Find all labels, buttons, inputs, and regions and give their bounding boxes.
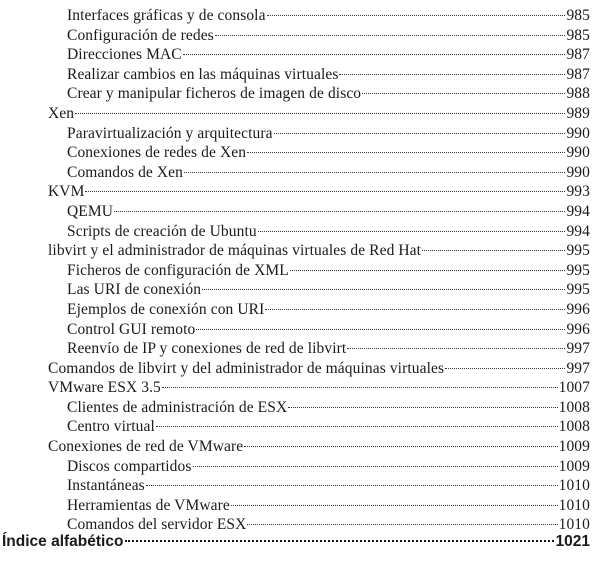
toc-entry-title: QEMU xyxy=(67,202,114,220)
dot-leader xyxy=(347,348,565,349)
toc-entry-page: 988 xyxy=(566,85,590,103)
dot-leader xyxy=(75,113,565,114)
toc-entry-title: Configuración de redes xyxy=(67,26,214,44)
toc-entry-page: 1021 xyxy=(555,533,590,550)
toc-entry-index[interactable] xyxy=(0,531,590,553)
toc-entry[interactable] xyxy=(0,496,590,516)
toc-entry[interactable] xyxy=(0,202,590,222)
toc-entry[interactable] xyxy=(0,320,590,340)
toc-entry-title: KVM xyxy=(48,183,85,201)
toc-entry[interactable] xyxy=(0,261,590,281)
toc-entry-page: 995 xyxy=(566,242,590,260)
toc-entry-title: Direcciones MAC xyxy=(67,46,182,64)
toc-entry-page: 985 xyxy=(566,26,590,44)
toc-entry-title: Clientes de administración de ESX xyxy=(67,398,288,416)
dot-leader xyxy=(184,172,565,173)
table-of-contents xyxy=(0,6,590,535)
toc-entry[interactable] xyxy=(0,163,590,183)
toc-entry-page: 997 xyxy=(566,340,590,358)
toc-entry-page: 987 xyxy=(566,46,590,64)
toc-entry[interactable] xyxy=(0,26,590,46)
toc-entry-page: 990 xyxy=(566,124,590,142)
toc-entry-page: 989 xyxy=(566,104,590,122)
toc-entry[interactable] xyxy=(0,182,590,202)
toc-entry-title: Centro virtual xyxy=(67,418,155,436)
dot-leader xyxy=(422,250,565,251)
dot-leader xyxy=(244,446,557,447)
toc-entry-page: 1009 xyxy=(558,438,590,456)
dot-leader xyxy=(288,407,557,408)
dot-leader xyxy=(156,426,558,427)
toc-entry[interactable] xyxy=(0,6,590,26)
dot-leader xyxy=(146,485,558,486)
dot-leader xyxy=(247,152,565,153)
toc-entry-title: Xen xyxy=(48,104,75,122)
toc-entry-title: Realizar cambios en las máquinas virtuales xyxy=(67,65,339,83)
dot-leader xyxy=(445,368,565,369)
toc-entry-title: Índice alfabético xyxy=(2,533,124,550)
dot-leader xyxy=(162,387,558,388)
toc-entry-page: 987 xyxy=(566,65,590,83)
toc-entry[interactable] xyxy=(0,65,590,85)
dot-leader xyxy=(114,211,565,212)
toc-entry-page: 993 xyxy=(566,183,590,201)
toc-entry[interactable] xyxy=(0,300,590,320)
dot-leader xyxy=(196,329,565,330)
toc-entry-page: 995 xyxy=(566,281,590,299)
toc-entry-title: Comandos de libvirt y del administrador de máquinas virtuales xyxy=(48,359,445,377)
dot-leader xyxy=(274,133,566,134)
toc-entry[interactable] xyxy=(0,143,590,163)
toc-entry-page: 1010 xyxy=(558,477,590,495)
toc-entry-page: 997 xyxy=(566,359,590,377)
toc-entry-page: 994 xyxy=(566,202,590,220)
toc-entry-title: VMware ESX 3.5 xyxy=(48,379,161,397)
dot-leader xyxy=(125,540,553,542)
dot-leader xyxy=(247,524,557,525)
toc-entry-title: Conexiones de redes de Xen xyxy=(67,144,247,162)
toc-entry[interactable] xyxy=(0,437,590,457)
toc-entry[interactable] xyxy=(0,280,590,300)
toc-entry[interactable] xyxy=(0,84,590,104)
toc-entry-page: 996 xyxy=(566,320,590,338)
toc-entry[interactable] xyxy=(0,241,590,261)
toc-entry-title: Reenvío de IP y conexiones de red de libvirt xyxy=(67,340,347,358)
dot-leader xyxy=(265,309,565,310)
toc-entry[interactable] xyxy=(0,417,590,437)
toc-entry[interactable] xyxy=(0,457,590,477)
toc-entry[interactable] xyxy=(0,222,590,242)
toc-entry[interactable] xyxy=(0,476,590,496)
dot-leader xyxy=(290,270,566,271)
dot-leader xyxy=(362,93,565,94)
toc-entry-title: Ejemplos de conexión con URI xyxy=(67,300,265,318)
toc-entry-page: 990 xyxy=(566,163,590,181)
dot-leader xyxy=(258,231,566,232)
toc-entry-page: 1007 xyxy=(558,379,590,397)
toc-entry-page: 1008 xyxy=(558,418,590,436)
toc-entry-title: Las URI de conexión xyxy=(67,281,202,299)
dot-leader xyxy=(193,466,558,467)
toc-entry[interactable] xyxy=(0,378,590,398)
dot-leader xyxy=(231,505,558,506)
toc-entry-page: 990 xyxy=(566,144,590,162)
toc-entry-page: 985 xyxy=(566,7,590,24)
toc-entry-title: Control GUI remoto xyxy=(67,320,196,338)
toc-entry-title: Ficheros de configuración de XML xyxy=(67,261,289,279)
toc-entry-title: libvirt y el administrador de máquinas virtuales de Red Hat xyxy=(48,242,422,260)
dot-leader xyxy=(339,74,565,75)
toc-entry-title: Interfaces gráficas y de consola xyxy=(67,7,266,24)
toc-entry-page: 994 xyxy=(566,222,590,240)
toc-entry[interactable] xyxy=(0,45,590,65)
toc-entry-page: 1010 xyxy=(558,516,590,534)
toc-entry-title: Instantáneas xyxy=(67,477,145,495)
toc-entry-page: 996 xyxy=(566,300,590,318)
toc-entry-page: 1008 xyxy=(558,398,590,416)
toc-entry-title: Crear y manipular ficheros de imagen de disco xyxy=(67,85,362,103)
toc-entry-title: Paravirtualización y arquitectura xyxy=(67,124,273,142)
dot-leader xyxy=(215,35,566,36)
toc-entry-page: 1010 xyxy=(558,496,590,514)
toc-entry-title: Comandos de Xen xyxy=(67,163,184,181)
toc-entry-title: Comandos del servidor ESX xyxy=(67,516,247,534)
toc-entry[interactable] xyxy=(0,339,590,359)
toc-entry-title: Herramientas de VMware xyxy=(67,496,230,514)
toc-entry-title: Scripts de creación de Ubuntu xyxy=(67,222,257,240)
toc-entry[interactable] xyxy=(0,359,590,379)
dot-leader xyxy=(202,289,565,290)
toc-entry-title: Discos compartidos xyxy=(67,457,192,475)
dot-leader xyxy=(267,15,566,16)
toc-entry-page: 995 xyxy=(566,261,590,279)
dot-leader xyxy=(85,191,565,192)
toc-entry[interactable] xyxy=(0,104,590,124)
dot-leader xyxy=(183,54,566,55)
toc-entry[interactable] xyxy=(0,124,590,144)
toc-entry[interactable] xyxy=(0,398,590,418)
toc-entry-title: Conexiones de red de VMware xyxy=(48,438,244,456)
toc-entry-page: 1009 xyxy=(558,457,590,475)
